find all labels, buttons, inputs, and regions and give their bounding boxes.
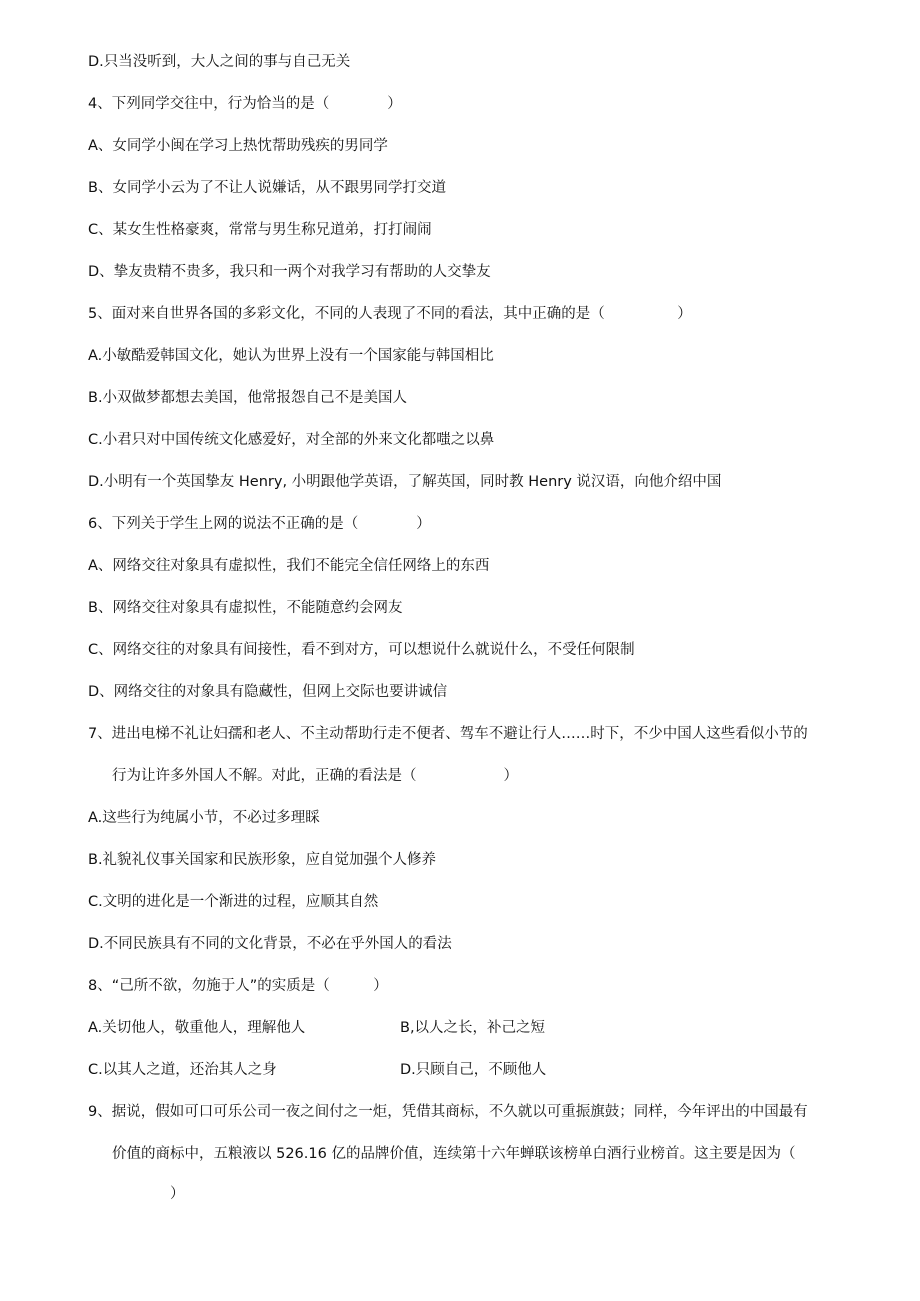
option-c: C.小君只对中国传统文化感爱好，对全部的外来文化都嗤之以鼻 (88, 432, 495, 448)
option-b: B,以人之长，补己之短 (400, 1020, 546, 1036)
option-a: A、女同学小闽在学习上热忱帮助残疾的男同学 (88, 138, 388, 154)
question-6: 6、下列关于学生上网的说法不正确的是（ ） (88, 516, 431, 532)
option-d: D.不同民族具有不同的文化背景，不必在乎外国人的看法 (88, 936, 452, 952)
question-9: 9、据说，假如可口可乐公司一夜之间付之一炬，凭借其商标，不久就以可重振旗鼓；同样，今年评出的中国最有 (88, 1104, 808, 1120)
question-9-cont: ） (112, 1186, 185, 1202)
question-5: 5、面对来自世界各国的多彩文化，不同的人表现了不同的看法，其中正确的是（ ） (88, 306, 692, 322)
question-9-cont: 价值的商标中，五粮液以 526.16 亿的品牌价值，连续第十六年蝉联该榜单白酒行业榜首。这主要是因为（ (112, 1146, 796, 1162)
option-d: D、网络交往的对象具有隐藏性，但网上交际也要讲诚信 (88, 684, 448, 700)
option-c: C、网络交往的对象具有间接性，看不到对方，可以想说什么就说什么，不受任何限制 (88, 642, 635, 658)
question-7-cont: 行为让许多外国人不解。对此，正确的看法是（ ） (112, 768, 518, 784)
option-b: B、网络交往对象具有虚拟性，不能随意约会网友 (88, 600, 403, 616)
option-a: A.关切他人，敬重他人，理解他人 (88, 1020, 306, 1036)
option-a: A.小敏酷爱韩国文化，她认为世界上没有一个国家能与韩国相比 (88, 348, 494, 364)
text-line: D.只当没听到，大人之间的事与自己无关 (88, 54, 351, 70)
option-a: A.这些行为纯属小节，不必过多理睬 (88, 810, 320, 826)
question-4: 4、下列同学交往中，行为恰当的是（ ） (88, 96, 402, 112)
question-8: 8、“己所不欲，勿施于人”的实质是（ ） (88, 978, 388, 994)
option-c: C.文明的进化是一个渐进的过程，应顺其自然 (88, 894, 379, 910)
option-b: B.小双做梦都想去美国，他常报怨自己不是美国人 (88, 390, 408, 406)
option-a: A、网络交往对象具有虚拟性，我们不能完全信任网络上的东西 (88, 558, 490, 574)
option-b: B.礼貌礼仪事关国家和民族形象，应自觉加强个人修养 (88, 852, 437, 868)
option-c: C、某女生性格豪爽，常常与男生称兄道弟，打打闹闹 (88, 222, 432, 238)
option-d: D、挚友贵精不贵多，我只和一两个对我学习有帮助的人交挚友 (88, 264, 491, 280)
question-7: 7、进出电梯不礼让妇孺和老人、不主动帮助行走不便者、驾车不避让行人……时下，不少中国人这些看似小节的 (88, 726, 808, 742)
option-d: D.只顾自己，不顾他人 (400, 1062, 547, 1078)
option-b: B、女同学小云为了不让人说嫌话，从不跟男同学打交道 (88, 180, 446, 196)
option-c: C.以其人之道，还治其人之身 (88, 1062, 277, 1078)
option-d: D.小明有一个英国挚友 Henry, 小明跟他学英语，了解英国，同时教 Henry 说汉语，向他介绍中国 (88, 474, 722, 490)
